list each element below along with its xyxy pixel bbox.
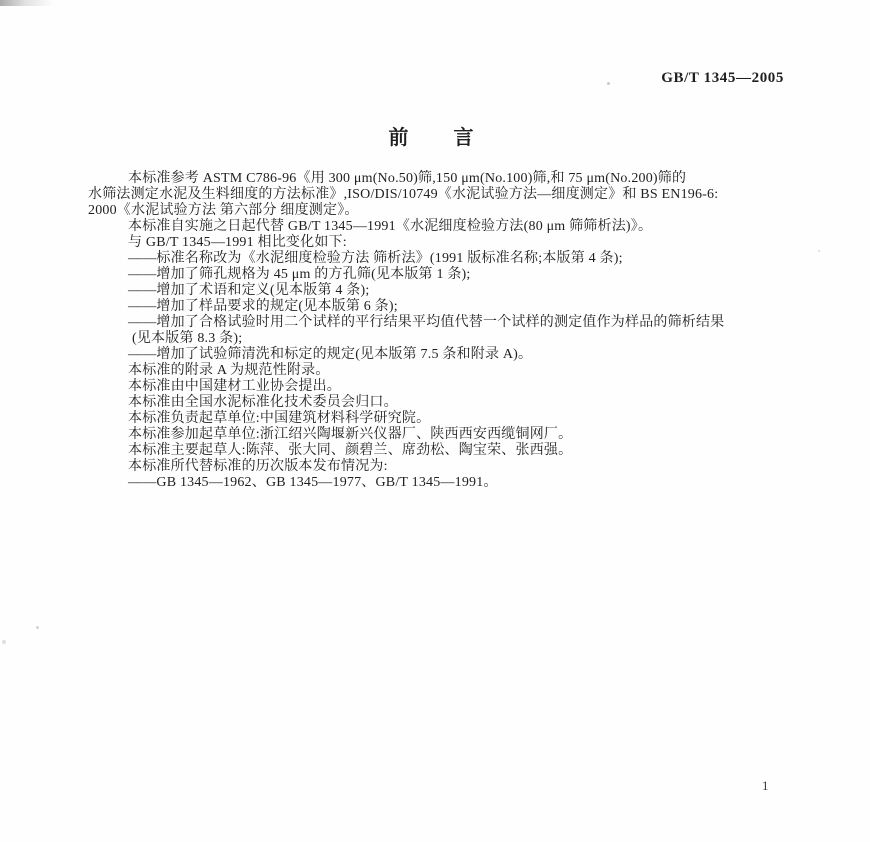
text-line: ——GB 1345—1962、GB 1345—1977、GB/T 1345—1991。 xyxy=(128,475,498,490)
text-line: 本标准由全国水泥标准化技术委员会归口。 xyxy=(128,395,398,410)
text-line: ——增加了试验筛清洗和标定的规定(见本版第 7.5 条和附录 A)。 xyxy=(128,347,533,362)
text-line: 与 GB/T 1345—1991 相比变化如下: xyxy=(128,235,347,250)
page-title-char-left: 前 xyxy=(388,127,409,149)
scan-artifact-speck xyxy=(607,82,610,85)
text-line: ——增加了样品要求的规定(见本版第 6 条); xyxy=(128,299,398,314)
text-line: (见本版第 8.3 条); xyxy=(132,331,243,346)
scan-artifact-smudge xyxy=(0,0,58,6)
scan-artifact-speck xyxy=(2,640,6,644)
text-line: ——增加了合格试验时用二个试样的平行结果平均值代替一个试样的测定值作为样品的筛析结果 xyxy=(128,315,725,330)
text-line: ——增加了筛孔规格为 45 μm 的方孔筛(见本版第 1 条); xyxy=(128,267,471,282)
scan-artifact-speck xyxy=(36,626,39,629)
standard-code-label: GB/T 1345—2005 xyxy=(661,70,784,86)
text-line: 2000《水泥试验方法 第六部分 细度测定》。 xyxy=(88,203,359,218)
text-line: 本标准主要起草人:陈萍、张大同、颜碧兰、席劲松、陶宝荣、张西强。 xyxy=(128,443,573,458)
body-text xyxy=(88,171,803,491)
text-line: 本标准自实施之日起代替 GB/T 1345—1991《水泥细度检验方法(80 μm 筛筛析法)》。 xyxy=(128,219,653,234)
text-line: ——增加了术语和定义(见本版第 4 条); xyxy=(128,283,370,298)
page-title xyxy=(0,121,862,150)
page-title-char-right: 言 xyxy=(453,127,474,149)
text-line: 本标准由中国建材工业协会提出。 xyxy=(128,379,341,394)
text-line: 本标准负责起草单位:中国建筑材料科学研究院。 xyxy=(128,411,431,426)
text-line: 本标准所代替标准的历次版本发布情况为: xyxy=(128,459,388,474)
page-number: 1 xyxy=(762,778,769,793)
text-line: 本标准参考 ASTM C786-96《用 300 μm(No.50)筛,150 μm(No.100)筛,和 75 μm(No.200)筛的 xyxy=(128,171,687,186)
text-line: 本标准的附录 A 为规范性附录。 xyxy=(128,363,330,378)
scan-artifact-speck xyxy=(818,250,820,252)
text-line: 本标准参加起草单位:浙江绍兴陶堰新兴仪器厂、陕西西安西缆铜网厂。 xyxy=(128,427,573,442)
text-line: ——标准名称改为《水泥细度检验方法 筛析法》(1991 版标准名称;本版第 4 条); xyxy=(128,251,623,266)
text-line: 水筛法测定水泥及生料细度的方法标准》,ISO/DIS/10749《水泥试验方法—细度测定》和 BS EN196-6: xyxy=(88,187,719,202)
